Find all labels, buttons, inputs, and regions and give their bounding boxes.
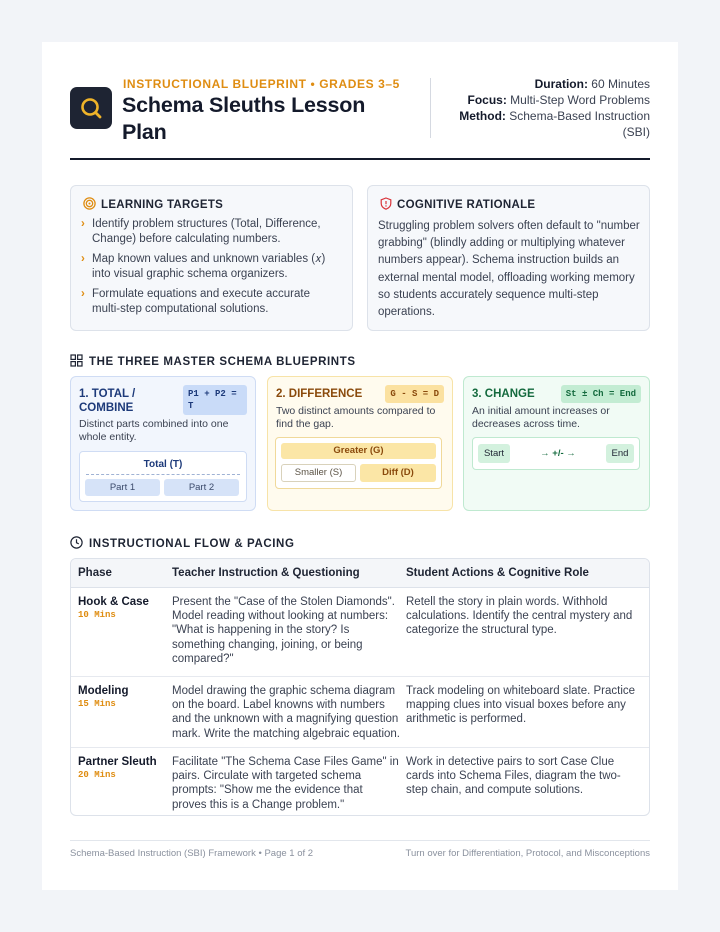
meta-label: Focus: bbox=[467, 93, 507, 107]
list-item-text: Identify problem structures (Total, Difference, Change) before calculating numbers. bbox=[92, 218, 321, 245]
meta-value: 60 Minutes bbox=[591, 77, 650, 91]
total-schema-card bbox=[70, 376, 256, 511]
meta-method bbox=[440, 109, 650, 140]
phase-cell bbox=[78, 684, 168, 709]
meta-label: Duration: bbox=[534, 77, 588, 91]
rationale-heading bbox=[380, 197, 535, 213]
change-diagram bbox=[472, 437, 640, 470]
meta-focus bbox=[440, 93, 650, 109]
magnifier-logo-icon bbox=[70, 87, 112, 129]
heading-text: INSTRUCTIONAL FLOW & PACING bbox=[89, 538, 295, 551]
header-divider bbox=[430, 78, 431, 138]
difference-schema-card bbox=[267, 376, 453, 511]
teacher-cell: Model drawing the graphic schema diagram on the board. Label knowns with numbers and the unknown with a magnifying question mark. Write the matching algebraic equation. bbox=[172, 685, 400, 740]
header bbox=[70, 76, 650, 160]
phase-cell bbox=[78, 595, 168, 620]
clock-icon bbox=[70, 536, 83, 552]
end-box: End bbox=[606, 444, 634, 463]
phase-duration: 20 Mins bbox=[78, 770, 116, 780]
smaller-box: Smaller (S) bbox=[281, 464, 356, 482]
heading-text: LEARNING TARGETS bbox=[101, 199, 224, 212]
student-cell: Work in detective pairs to sort Case Clue cards into Schema Files, diagram the two-step chain, and compute solutions. bbox=[406, 756, 621, 797]
phase-cell bbox=[78, 755, 168, 780]
lesson-meta bbox=[440, 77, 650, 141]
heading-text: COGNITIVE RATIONALE bbox=[397, 199, 536, 212]
column-header: Teacher Instruction & Questioning bbox=[172, 567, 360, 579]
footer-rule bbox=[70, 840, 650, 841]
column-header: Student Actions & Cognitive Role bbox=[406, 567, 589, 579]
greater-box: Greater (G) bbox=[281, 443, 436, 459]
table-header bbox=[71, 559, 649, 588]
part-box: Part 2 bbox=[164, 479, 239, 496]
part-box: Part 1 bbox=[85, 479, 160, 496]
table-row bbox=[71, 677, 649, 748]
page-title: Schema Sleuths Lesson Plan bbox=[122, 93, 366, 144]
whole-box: Total (T) bbox=[86, 459, 240, 475]
start-box: Start bbox=[478, 444, 510, 463]
learning-targets-card bbox=[70, 185, 353, 331]
heading-text: THE THREE MASTER SCHEMA BLUEPRINTS bbox=[89, 356, 356, 369]
phase-name: Modeling bbox=[78, 685, 129, 697]
student-cell: Track modeling on whiteboard slate. Practice mapping clues into visual boxes before any arithmetic is performed. bbox=[406, 685, 636, 726]
rationale-text: Struggling problem solvers often default to "number grabbing" (blindly adding or multiplying whatever numbers appear). Schema instruction builds an external mental model, offloading working memory so students accurately sequence multi-step operations. bbox=[378, 220, 640, 319]
targets-list bbox=[81, 217, 341, 322]
header-rule bbox=[70, 158, 650, 160]
flow-heading bbox=[70, 536, 295, 552]
phase-duration: 10 Mins bbox=[78, 610, 116, 620]
blueprints-heading bbox=[70, 354, 356, 370]
schema-description: An initial amount increases or decreases across time. bbox=[472, 405, 610, 430]
diff-box: Diff (D) bbox=[360, 464, 436, 482]
list-item-text: Formulate equations and execute accurate multi-step computational solutions. bbox=[92, 288, 310, 315]
schema-description: Distinct parts combined into one whole entity. bbox=[79, 418, 229, 443]
list-item-text: Map known values and unknown variables (𝑥) into visual graphic schema organizers. bbox=[92, 253, 326, 280]
target-icon bbox=[83, 197, 96, 213]
teacher-cell: Present the "Case of the Stolen Diamonds". Model reading without looking at numbers: "What is happening in the story? Is something changing, joining, or being compared?" bbox=[172, 596, 395, 665]
meta-duration bbox=[440, 77, 650, 93]
formula-badge: P1 + P2 = T bbox=[183, 385, 247, 415]
cognitive-rationale-card bbox=[367, 185, 650, 331]
footer-right: Turn over for Differentiation, Protocol, and Misconceptions bbox=[405, 848, 650, 859]
learning-targets-heading bbox=[83, 197, 223, 213]
footer-left: Schema-Based Instruction (SBI) Framework • Page 1 of 2 bbox=[70, 848, 314, 859]
eyebrow-label: INSTRUCTIONAL BLUEPRINT • GRADES 3–5 bbox=[123, 77, 400, 91]
phase-duration: 15 Mins bbox=[78, 699, 116, 709]
difference-diagram bbox=[275, 437, 442, 489]
formula-badge: G - S = D bbox=[385, 385, 444, 403]
phase-name: Hook & Case bbox=[78, 596, 149, 608]
list-item: › Identify problem structures (Total, Difference, Change) before calculating numbers. bbox=[81, 218, 321, 245]
meta-label: Method: bbox=[459, 109, 506, 123]
list-item: › Map known values and unknown variables (𝑥) into visual graphic schema organizers. bbox=[81, 253, 326, 280]
table-row bbox=[71, 588, 649, 677]
meta-value: Schema-Based Instruction (SBI) bbox=[509, 109, 650, 139]
teacher-cell: Facilitate "The Schema Case Files Game" in pairs. Circulate with targeted schema prompts: "Show me the evidence that proves this is a Change problem." bbox=[172, 756, 399, 811]
pacing-table bbox=[70, 558, 650, 816]
table-row bbox=[71, 748, 649, 816]
column-header: Phase bbox=[78, 567, 112, 579]
total-diagram bbox=[79, 451, 247, 502]
schema-title: 1. TOTAL / COMBINE bbox=[79, 388, 136, 414]
change-schema-card bbox=[463, 376, 650, 511]
change-arrow: → +/- → bbox=[540, 448, 576, 459]
schema-title: 3. CHANGE bbox=[472, 388, 535, 400]
student-cell: Retell the story in plain words. Withhold calculations. Identify the central mystery and categorize the structural type. bbox=[406, 596, 633, 637]
schema-title: 2. DIFFERENCE bbox=[276, 388, 363, 400]
meta-value: Multi-Step Word Problems bbox=[510, 93, 650, 107]
phase-name: Partner Sleuth bbox=[78, 756, 157, 768]
lesson-plan-page bbox=[42, 42, 678, 890]
schema-description: Two distinct amounts compared to find the gap. bbox=[276, 405, 436, 430]
list-item: › Formulate equations and execute accurate multi-step computational solutions. bbox=[81, 288, 310, 315]
shield-alert-icon bbox=[380, 197, 392, 213]
formula-badge: St ± Ch = End bbox=[561, 385, 641, 403]
grid-icon bbox=[70, 354, 83, 370]
